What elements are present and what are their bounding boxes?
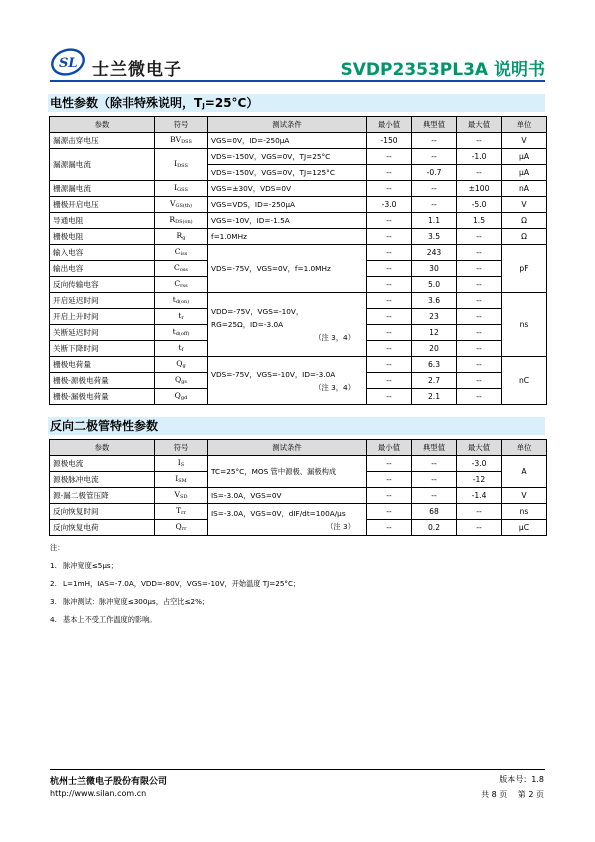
column-header: 最大值	[457, 440, 502, 456]
cell-min: --	[367, 149, 412, 165]
table-row	[50, 293, 547, 309]
cell-parameter: 开启延迟时间	[50, 293, 155, 309]
column-header: 典型值	[412, 440, 457, 456]
cell-typ: --	[412, 181, 457, 197]
cell-max: --	[457, 165, 502, 181]
cell-typ: 243	[412, 245, 457, 261]
table-row	[50, 488, 547, 504]
cell-max: --	[457, 245, 502, 261]
cell-typ: --	[412, 197, 457, 213]
cell-min: --	[367, 325, 412, 341]
cell-unit: μC	[502, 520, 547, 536]
column-header: 最大值	[457, 117, 502, 133]
cell-symbol: $C_{rss}$	[155, 277, 208, 293]
cell-parameter: 反向传输电容	[50, 277, 155, 293]
cell-typ: 2.7	[412, 373, 457, 389]
cell-typ: -0.7	[412, 165, 457, 181]
column-header: 典型值	[412, 117, 457, 133]
table-row	[50, 504, 547, 520]
cell-typ: --	[412, 133, 457, 149]
cell-condition: TC=25°C，MOS 管中源极、漏极构成	[208, 456, 367, 488]
cell-max: --	[457, 341, 502, 357]
footer-version: 版本号：1.8	[499, 775, 544, 784]
cell-parameter: 源-漏二极管压降	[50, 488, 155, 504]
cell-condition: VGS=0V，ID=-250μA	[208, 133, 367, 149]
table-row	[50, 357, 547, 373]
cell-max: -1.0	[457, 149, 502, 165]
note-number: 1.	[50, 561, 57, 570]
cell-unit: ns	[502, 293, 547, 357]
cell-min: --	[367, 309, 412, 325]
cell-symbol: $Q_{rr}$	[155, 520, 208, 536]
cell-symbol: $I_{SM}$	[155, 472, 208, 488]
cell-max: --	[457, 504, 502, 520]
cell-max: --	[457, 293, 502, 309]
cell-min: --	[367, 293, 412, 309]
cell-min: --	[367, 245, 412, 261]
cell-symbol: $Q_g$	[155, 357, 208, 373]
cell-parameter: 反向恢复时间	[50, 504, 155, 520]
table-row	[50, 229, 547, 245]
cell-min: --	[367, 181, 412, 197]
note-item	[50, 561, 300, 571]
table-row	[50, 213, 547, 229]
cell-parameter: 关断延迟时间	[50, 325, 155, 341]
column-header: 符号	[155, 440, 208, 456]
cell-parameter: 栅极-源极电荷量	[50, 373, 155, 389]
notes-label: 注：	[50, 543, 65, 552]
cell-typ: 20	[412, 341, 457, 357]
cell-symbol: $V_{GS(th)}$	[155, 197, 208, 213]
note-number: 2.	[50, 579, 57, 588]
cell-symbol: $t_{d(off)}$	[155, 325, 208, 341]
cell-symbol: $t_r$	[155, 309, 208, 325]
cell-typ: --	[412, 472, 457, 488]
cell-typ: 12	[412, 325, 457, 341]
cell-min: -150	[367, 133, 412, 149]
column-header: 符号	[155, 117, 208, 133]
cell-symbol: $C_{oss}$	[155, 261, 208, 277]
diode-params-table	[49, 439, 547, 536]
cell-unit: Ω	[502, 229, 547, 245]
cell-max: --	[457, 520, 502, 536]
cell-parameter: 开启上升时间	[50, 309, 155, 325]
note-number: 4.	[50, 615, 57, 624]
silan-logo	[51, 48, 85, 76]
cell-min: --	[367, 229, 412, 245]
cell-unit: A	[502, 456, 547, 488]
cell-min: --	[367, 165, 412, 181]
cell-symbol: $I_{GSS}$	[155, 181, 208, 197]
cell-condition: VGS=±30V，VDS=0V	[208, 181, 367, 197]
cell-symbol: $C_{iss}$	[155, 245, 208, 261]
cell-max: --	[457, 133, 502, 149]
cell-min: -3.0	[367, 197, 412, 213]
footer-divider	[50, 769, 545, 770]
table-row	[50, 133, 547, 149]
footer-company: 杭州士兰微电子股份有限公司	[50, 777, 168, 787]
cell-condition: IS=-3.0A，VGS=0V	[208, 488, 367, 504]
column-header: 最小值	[367, 440, 412, 456]
cell-unit: nA	[502, 181, 547, 197]
cell-typ: 3.6	[412, 293, 457, 309]
cell-parameter: 栅极-漏极电荷量	[50, 389, 155, 405]
cell-parameter: 输出电容	[50, 261, 155, 277]
cell-symbol: $V_{SD}$	[155, 488, 208, 504]
cell-condition: VDS=-150V，VGS=0V，TJ=25°C	[208, 149, 367, 165]
cell-max: -3.0	[457, 456, 502, 472]
cell-min: --	[367, 277, 412, 293]
cell-max: ±100	[457, 181, 502, 197]
cell-parameter: 漏源漏电流	[50, 149, 155, 181]
cell-unit: V	[502, 133, 547, 149]
cell-unit: Ω	[502, 213, 547, 229]
note-text: 脉冲测试：脉冲宽度≤300μs，占空比≤2%；	[63, 597, 210, 606]
column-header: 单位	[502, 117, 547, 133]
cell-typ: --	[412, 149, 457, 165]
cell-min: --	[367, 456, 412, 472]
cell-min: --	[367, 472, 412, 488]
section-title-electrical: 电性参数（除非特殊说明，$T_J=25^\circ C$）	[48, 94, 545, 112]
cell-condition: VDD=-75V，VGS=-10V， RG=25Ω，ID=-3.0A （注 3，4）	[208, 293, 367, 357]
cell-max: -1.4	[457, 488, 502, 504]
cell-symbol: $BV_{DSS}$	[155, 133, 208, 149]
cell-symbol: $Q_{gs}$	[155, 373, 208, 389]
cell-min: --	[367, 389, 412, 405]
cell-symbol: $T_{rr}$	[155, 504, 208, 520]
cell-parameter: 源极脉冲电流	[50, 472, 155, 488]
cell-min: --	[367, 261, 412, 277]
column-header: 参数	[50, 440, 155, 456]
cell-min: --	[367, 520, 412, 536]
cell-unit: μA	[502, 149, 547, 165]
table-header-row	[50, 117, 547, 133]
electrical-params-table	[49, 116, 547, 405]
cell-parameter: 栅极电阻	[50, 229, 155, 245]
note-item	[50, 615, 300, 625]
footer-url[interactable]: http://www.silan.com.cn	[50, 789, 147, 798]
cell-max: --	[457, 277, 502, 293]
cell-min: --	[367, 504, 412, 520]
table-row	[50, 197, 547, 213]
cell-max: --	[457, 357, 502, 373]
cell-symbol: $R_{DS(on)}$	[155, 213, 208, 229]
cell-typ: 23	[412, 309, 457, 325]
cell-typ: 68	[412, 504, 457, 520]
column-header: 参数	[50, 117, 155, 133]
table-row	[50, 181, 547, 197]
cell-max: --	[457, 373, 502, 389]
cell-min: --	[367, 488, 412, 504]
note-item	[50, 597, 300, 607]
cell-condition: VDS=-75V，VGS=-10V，ID=-3.0A （注 3，4）	[208, 357, 367, 405]
cell-symbol: $R_g$	[155, 229, 208, 245]
table-row	[50, 245, 547, 261]
cell-typ: 5.0	[412, 277, 457, 293]
cell-parameter: 关断下降时间	[50, 341, 155, 357]
cell-max: --	[457, 325, 502, 341]
cell-min: --	[367, 373, 412, 389]
cell-symbol: $t_{d(on)}$	[155, 293, 208, 309]
cell-max: --	[457, 309, 502, 325]
cell-min: --	[367, 213, 412, 229]
cell-unit: V	[502, 488, 547, 504]
cell-symbol: $I_{DSS}$	[155, 149, 208, 181]
header-divider	[50, 80, 545, 82]
cell-typ: --	[412, 488, 457, 504]
cell-max: -12	[457, 472, 502, 488]
note-item	[50, 579, 300, 589]
logo-text: SL	[59, 56, 78, 71]
cell-unit: V	[502, 197, 547, 213]
cell-condition: IS=-3.0A，VGS=0V，dIF/dt=100A/μs （注 3）	[208, 504, 367, 536]
cell-parameter: 导通电阻	[50, 213, 155, 229]
table-row	[50, 149, 547, 165]
cell-condition: VDS=-75V，VGS=0V，f=1.0MHz	[208, 245, 367, 293]
column-header: 单位	[502, 440, 547, 456]
cell-min: --	[367, 357, 412, 373]
cell-parameter: 反向恢复电荷	[50, 520, 155, 536]
cell-typ: 6.3	[412, 357, 457, 373]
note-number: 3.	[50, 597, 57, 606]
note-text: 脉冲宽度≤5μs；	[63, 561, 118, 570]
section-title-diode: 反向二极管特性参数	[48, 417, 545, 435]
cell-condition: VGS=VDS，ID=-250μA	[208, 197, 367, 213]
cell-unit: nC	[502, 357, 547, 405]
cell-max: --	[457, 389, 502, 405]
cell-max: 1.5	[457, 213, 502, 229]
cell-condition: VDS=-150V，VGS=0V，TJ=125°C	[208, 165, 367, 181]
cell-typ: 2.1	[412, 389, 457, 405]
column-header: 测试条件	[208, 440, 367, 456]
cell-max: --	[457, 261, 502, 277]
column-header: 最小值	[367, 117, 412, 133]
cell-typ: --	[412, 456, 457, 472]
cell-max: -5.0	[457, 197, 502, 213]
cell-parameter: 栅极电荷量	[50, 357, 155, 373]
note-text: L=1mH，IAS=-7.0A，VDD=-80V，VGS=-10V，开始温度 TJ=25°C；	[63, 579, 301, 588]
cell-symbol: $Q_{gd}$	[155, 389, 208, 405]
column-header: 测试条件	[208, 117, 367, 133]
cell-symbol: $I_S$	[155, 456, 208, 472]
cell-typ: 3.5	[412, 229, 457, 245]
cell-condition: f=1.0MHz	[208, 229, 367, 245]
notes	[50, 543, 300, 633]
cell-unit: ns	[502, 504, 547, 520]
company-name: 士兰微电子	[92, 60, 182, 80]
table-header-row	[50, 440, 547, 456]
cell-max: --	[457, 229, 502, 245]
cell-typ: 1.1	[412, 213, 457, 229]
cell-parameter: 栅极开启电压	[50, 197, 155, 213]
cell-parameter: 漏源击穿电压	[50, 133, 155, 149]
cell-typ: 0.2	[412, 520, 457, 536]
cell-parameter: 栅源漏电流	[50, 181, 155, 197]
cell-symbol: $t_f$	[155, 341, 208, 357]
footer-page-number: 共 8 页 第 2 页	[481, 790, 544, 799]
cell-condition: VGS=-10V，ID=-1.5A	[208, 213, 367, 229]
table-row	[50, 456, 547, 472]
note-text: 基本上不受工作温度的影响。	[63, 615, 157, 624]
cell-unit: μA	[502, 165, 547, 181]
cell-unit: pF	[502, 245, 547, 293]
document-title: SVDP2353PL3A 说明书	[340, 60, 545, 80]
cell-parameter: 输入电容	[50, 245, 155, 261]
cell-parameter: 源极电流	[50, 456, 155, 472]
cell-typ: 30	[412, 261, 457, 277]
cell-min: --	[367, 341, 412, 357]
